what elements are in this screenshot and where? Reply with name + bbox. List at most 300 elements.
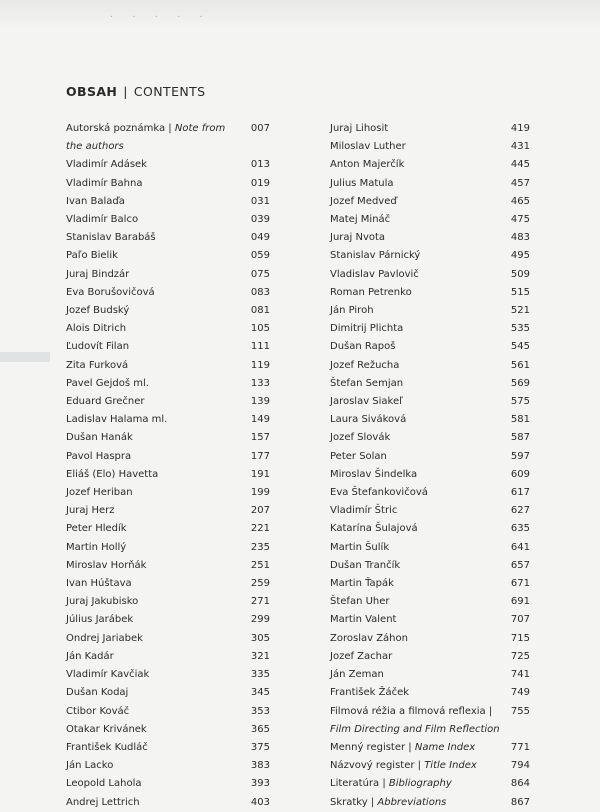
entry-name-text: Miroslav Horňák [66,559,147,571]
entry-page-number: 561 [510,359,530,371]
toc-entry [330,284,530,302]
entry-page-number: 691 [510,596,530,608]
page-title [66,84,206,99]
toc-entry [330,484,530,502]
toc-entry [330,375,530,393]
toc-entry [66,648,270,666]
entry-page-number: 671 [510,578,530,590]
toc-entry [66,211,270,229]
toc-entry [66,375,270,393]
toc-entry [66,466,270,484]
title-contents: CONTENTS [133,84,206,99]
toc-entry [330,630,530,648]
entry-name-text: Paľo Bielik [66,250,118,262]
entry-name-text: Vladimír Adásek [66,159,147,171]
toc-entry [330,703,530,739]
entry-page-number: 353 [250,705,270,717]
entry-name-text: Názvový register | [330,760,425,772]
entry-name-text: Martin Valent [330,614,397,626]
entry-name [66,666,242,684]
entry-page-number: 013 [250,159,270,171]
entry-name [330,229,502,247]
toc-entry [66,593,270,611]
entry-page-number: 031 [250,195,270,207]
entry-name [66,648,242,666]
toc-entry [66,229,270,247]
entry-page-number: 575 [510,396,530,408]
entry-page-number: 445 [510,159,530,171]
toc-entry [330,411,530,429]
entry-name-text: Ivan Balaďa [66,195,125,207]
entry-page-number: 133 [250,377,270,389]
entry-name [330,630,502,648]
entry-name [66,721,242,739]
entry-name-text: Juraj Nvota [330,232,386,244]
entry-name [66,247,242,265]
entry-name-text: Juraj Jakubisko [66,596,139,608]
toc-entry [66,630,270,648]
entry-name [66,502,242,520]
toc-entry [330,775,530,793]
toc-entry [66,484,270,502]
entry-name [66,757,242,775]
entry-name-text: Jozef Heriban [66,487,133,499]
entry-name [66,794,242,812]
entry-page-number: 321 [250,650,270,662]
entry-name [330,247,502,265]
entry-page-number: 657 [510,559,530,571]
entry-name-text: Ján Lacko [66,760,114,772]
toc-entry [66,757,270,775]
entry-page-number: 587 [510,432,530,444]
title-separator: | [123,84,128,99]
entry-name-text: Vladislav Pavlovič [330,268,419,280]
toc-entry [66,539,270,557]
entry-name-text: Zoroslav Záhon [330,632,408,644]
entry-name-text: František Kudláč [66,741,148,753]
entry-name [66,357,242,375]
entry-name-text: Štefan Uher [330,596,390,608]
entry-name [66,156,242,174]
entry-name [330,611,502,629]
entry-english-title: Bibliography [388,778,452,790]
toc-entry [66,156,270,174]
entry-name-text: Menný register | [330,741,415,753]
entry-page-number: 105 [250,323,270,335]
entry-page-number: 365 [250,723,270,735]
entry-name [330,284,502,302]
toc-entry [330,138,530,156]
entry-name-text: Juraj Bindzár [66,268,130,280]
toc-entry [66,175,270,193]
entry-name-text: Andrej Lettrich [66,796,140,808]
toc-entry [66,666,270,684]
entry-name-text: Jaroslav Siakeľ [330,396,403,408]
entry-name-text: Eva Borušovičová [66,286,155,298]
entry-name-text: Eliáš (Elo) Havetta [66,468,159,480]
entry-name-text: Dušan Kodaj [66,687,129,699]
entry-name [330,666,502,684]
entry-name-text: Ladislav Halama ml. [66,414,168,426]
entry-name [330,575,502,593]
toc-entry [66,775,270,793]
toc-entry [66,739,270,757]
toc-entry [330,466,530,484]
entry-name-text: Jozef Slovák [330,432,391,444]
entry-page-number: 794 [510,760,530,772]
title-obsah: OBSAH [66,84,118,99]
entry-name [330,120,502,138]
toc-entry [66,520,270,538]
toc-entry [66,721,270,739]
toc-entry [330,211,530,229]
toc-entry [66,193,270,211]
toc-entry [330,757,530,775]
entry-name [66,175,242,193]
toc-entry [330,502,530,520]
entry-name [330,448,502,466]
entry-name [66,302,242,320]
toc-entry [330,557,530,575]
entry-name-text: Leopold Lahola [66,778,142,790]
entry-page-number: 569 [510,377,530,389]
entry-name-text: Ľudovít Filan [66,341,130,353]
entry-name [66,684,242,702]
entry-page-number: 271 [250,596,270,608]
entry-name [330,193,502,211]
entry-page-number: 345 [250,687,270,699]
entry-name [66,411,242,429]
entry-name-text: Matej Mináč [330,214,391,226]
entry-page-number: 581 [510,414,530,426]
entry-page-number: 635 [510,523,530,535]
entry-name [330,302,502,320]
entry-page-number: 335 [250,669,270,681]
entry-english-title: Film Directing and Film Reflection [330,723,500,735]
entry-name-text: Ondrej Jariabek [66,632,143,644]
entry-page-number: 431 [510,141,530,153]
toc-entry [330,357,530,375]
entry-name-text: Peter Hledík [66,523,127,535]
entry-page-number: 521 [510,305,530,317]
entry-name [66,739,242,757]
entry-page-number: 755 [510,705,530,717]
entry-name [66,284,242,302]
entry-name [330,357,502,375]
toc-entry [66,320,270,338]
toc-entry [330,684,530,702]
toc-entry [66,120,270,156]
entry-page-number: 207 [250,505,270,517]
entry-page-number: 545 [510,341,530,353]
toc-entry [330,393,530,411]
entry-name-text: Juraj Lihosit [330,123,389,134]
entry-name [66,520,242,538]
entry-name-text: Martin Ťapák [330,578,394,590]
toc-entry [66,411,270,429]
entry-name-text: Martin Šulík [330,541,390,553]
entry-name [66,193,242,211]
entry-page-number: 483 [510,232,530,244]
entry-name-text: Pavel Gejdoš ml. [66,377,149,389]
entry-name [330,138,502,156]
toc-entry [66,357,270,375]
entry-name [330,320,502,338]
entry-name [330,557,502,575]
entry-name [330,393,502,411]
entry-name [330,757,502,775]
entry-name-text: Katarína Šulajová [330,523,418,535]
entry-page-number: 199 [250,487,270,499]
entry-name-text: Vladimír Bahna [66,177,143,189]
toc-entry [66,247,270,265]
toc-entry [330,575,530,593]
entry-name [66,375,242,393]
entry-page-number: 039 [250,214,270,226]
toc-entry [66,575,270,593]
entry-name-text: Otakar Krivánek [66,723,147,735]
toc-entry [66,393,270,411]
entry-name-text: Ctibor Kováč [66,705,130,717]
entry-name [66,211,242,229]
entry-name [330,466,502,484]
entry-name [66,466,242,484]
entry-page-number: 149 [250,414,270,426]
entry-page-number: 771 [510,741,530,753]
entry-page-number: 235 [250,541,270,553]
toc-entry [330,794,530,812]
toc-entry [330,429,530,447]
entry-name-text: Juraj Herz [66,505,115,517]
entry-name [66,575,242,593]
entry-page-number: 609 [510,468,530,480]
entry-page-number: 383 [250,760,270,772]
entry-name [66,557,242,575]
toc-entry [330,338,530,356]
entry-name [66,539,242,557]
entry-page-number: 019 [250,177,270,189]
entry-name-text: Martin Hollý [66,541,127,553]
entry-name-text: Jozef Budský [66,305,130,317]
entry-name-text: Ján Kadár [66,650,114,662]
entry-name-text: Eduard Grečner [66,396,145,408]
entry-page-number: 741 [510,669,530,681]
entry-name [330,794,502,812]
entry-name-text: Peter Solan [330,450,387,462]
entry-name-text: Stanislav Párnický [330,250,421,262]
toc-entry [330,739,530,757]
toc-entry [66,794,270,812]
entry-english-title: Name Index [414,741,476,753]
entry-english-title: Note from the authors [66,123,226,153]
entry-page-number: 007 [250,123,270,134]
toc-entry [330,593,530,611]
entry-name-text: Filmová réžia a filmová reflexia | [330,705,493,717]
entry-page-number: 509 [510,268,530,280]
entry-page-number: 081 [250,305,270,317]
entry-name [330,775,502,793]
entry-name-text: Jozef Režucha [330,359,400,371]
entry-name [330,739,502,757]
entry-page-number: 403 [250,796,270,808]
entry-name [330,429,502,447]
entry-page-number: 749 [510,687,530,699]
entry-name-text: Julius Matula [330,177,394,189]
entry-name [330,175,502,193]
scan-stain [0,352,50,362]
toc-entry [330,229,530,247]
entry-page-number: 157 [250,432,270,444]
entry-page-number: 059 [250,250,270,262]
entry-name [66,630,242,648]
entry-name-text: Literatúra | [330,778,389,790]
entry-name [66,593,242,611]
scan-edge [0,0,600,30]
entry-name [330,375,502,393]
toc-entry [330,666,530,684]
entry-page-number: 627 [510,505,530,517]
toc-entry [66,448,270,466]
entry-page-number: 305 [250,632,270,644]
toc-entry [330,266,530,284]
toc-entry [330,302,530,320]
entry-name [330,211,502,229]
entry-page-number: 049 [250,232,270,244]
toc-entry [66,266,270,284]
entry-page-number: 139 [250,396,270,408]
toc-entry [330,539,530,557]
entry-page-number: 419 [510,123,530,134]
toc-column-left [66,120,270,812]
entry-name-text: Štefan Semjan [330,377,404,389]
entry-page-number: 083 [250,286,270,298]
entry-name-text: Vladimír Kavčiak [66,669,150,681]
entry-name-text: Vladimír Balco [66,214,139,226]
entry-page-number: 119 [250,359,270,371]
toc-entry [66,338,270,356]
entry-name [330,520,502,538]
entry-name-text: Miroslav Šindelka [330,468,418,480]
toc-entry [66,284,270,302]
entry-english-title: Title Index [424,760,477,772]
entry-name [66,703,242,721]
entry-name [66,448,242,466]
entry-name [330,338,502,356]
toc-entry [330,520,530,538]
entry-name-text: Ján Zeman [330,669,384,681]
entry-name [66,229,242,247]
entry-name-text: Laura Siváková [330,414,407,426]
entry-name [66,611,242,629]
toc-entry [66,429,270,447]
entry-page-number: 221 [250,523,270,535]
toc-entry [330,247,530,265]
entry-page-number: 725 [510,650,530,662]
entry-name-text: Autorská poznámka | [66,123,175,134]
toc-entry [330,611,530,629]
entry-name-text: Dimitrij Plichta [330,323,404,335]
entry-name-text: Dušan Rapoš [330,341,396,353]
toc-entry [66,557,270,575]
faint-marks: · · · · · [110,12,211,23]
entry-page-number: 111 [250,341,270,353]
entry-page-number: 617 [510,487,530,499]
entry-name [330,266,502,284]
entry-page-number: 457 [510,177,530,189]
entry-name [330,156,502,174]
entry-page-number: 597 [510,450,530,462]
toc-entry [330,320,530,338]
toc-entry [66,611,270,629]
entry-page-number: 535 [510,323,530,335]
entry-name [330,484,502,502]
entry-name-text: Skratky | [330,796,378,808]
entry-name [66,266,242,284]
entry-page-number: 715 [510,632,530,644]
entry-name [330,411,502,429]
entry-name-text: Vladimír Štric [330,505,398,517]
entry-page-number: 393 [250,778,270,790]
entry-name [330,703,502,739]
toc-entry [330,156,530,174]
entry-name [330,502,502,520]
toc-entry [330,175,530,193]
entry-name [66,393,242,411]
toc-column-right [330,120,530,812]
entry-name-text: František Žáček [330,687,410,699]
toc-entry [66,703,270,721]
entry-name-text: Július Jarábek [66,614,134,626]
entry-name [66,775,242,793]
entry-page-number: 864 [510,778,530,790]
toc-entry [66,502,270,520]
toc-entry [330,448,530,466]
entry-name [66,320,242,338]
entry-name-text: Ivan Húštava [66,578,132,590]
entry-name-text: Dušan Hanák [66,432,133,444]
entry-name-text: Jozef Zachar [330,650,393,662]
entry-page-number: 191 [250,468,270,480]
entry-name-text: Pavol Haspra [66,450,132,462]
entry-page-number: 641 [510,541,530,553]
toc-entry [330,120,530,138]
entry-name-text: Miloslav Luther [330,141,406,153]
entry-name [330,593,502,611]
entry-name-text: Stanislav Barabáš [66,232,156,244]
entry-page-number: 259 [250,578,270,590]
entry-name [66,429,242,447]
entry-name [66,484,242,502]
entry-page-number: 251 [250,559,270,571]
entry-page-number: 375 [250,741,270,753]
entry-page-number: 475 [510,214,530,226]
toc-entry [66,684,270,702]
entry-name [66,338,242,356]
entry-name-text: Eva Štefankovičová [330,487,428,499]
toc-entry [330,648,530,666]
entry-name-text: Zita Furková [66,359,129,371]
entry-page-number: 515 [510,286,530,298]
entry-page-number: 075 [250,268,270,280]
toc-entry [330,193,530,211]
entry-name [330,648,502,666]
entry-page-number: 299 [250,614,270,626]
entry-name [330,539,502,557]
entry-name-text: Ján Piroh [330,305,374,317]
toc-entry [66,302,270,320]
entry-name-text: Anton Majerčík [330,159,405,171]
entry-name-text: Alois Ditrich [66,323,127,335]
